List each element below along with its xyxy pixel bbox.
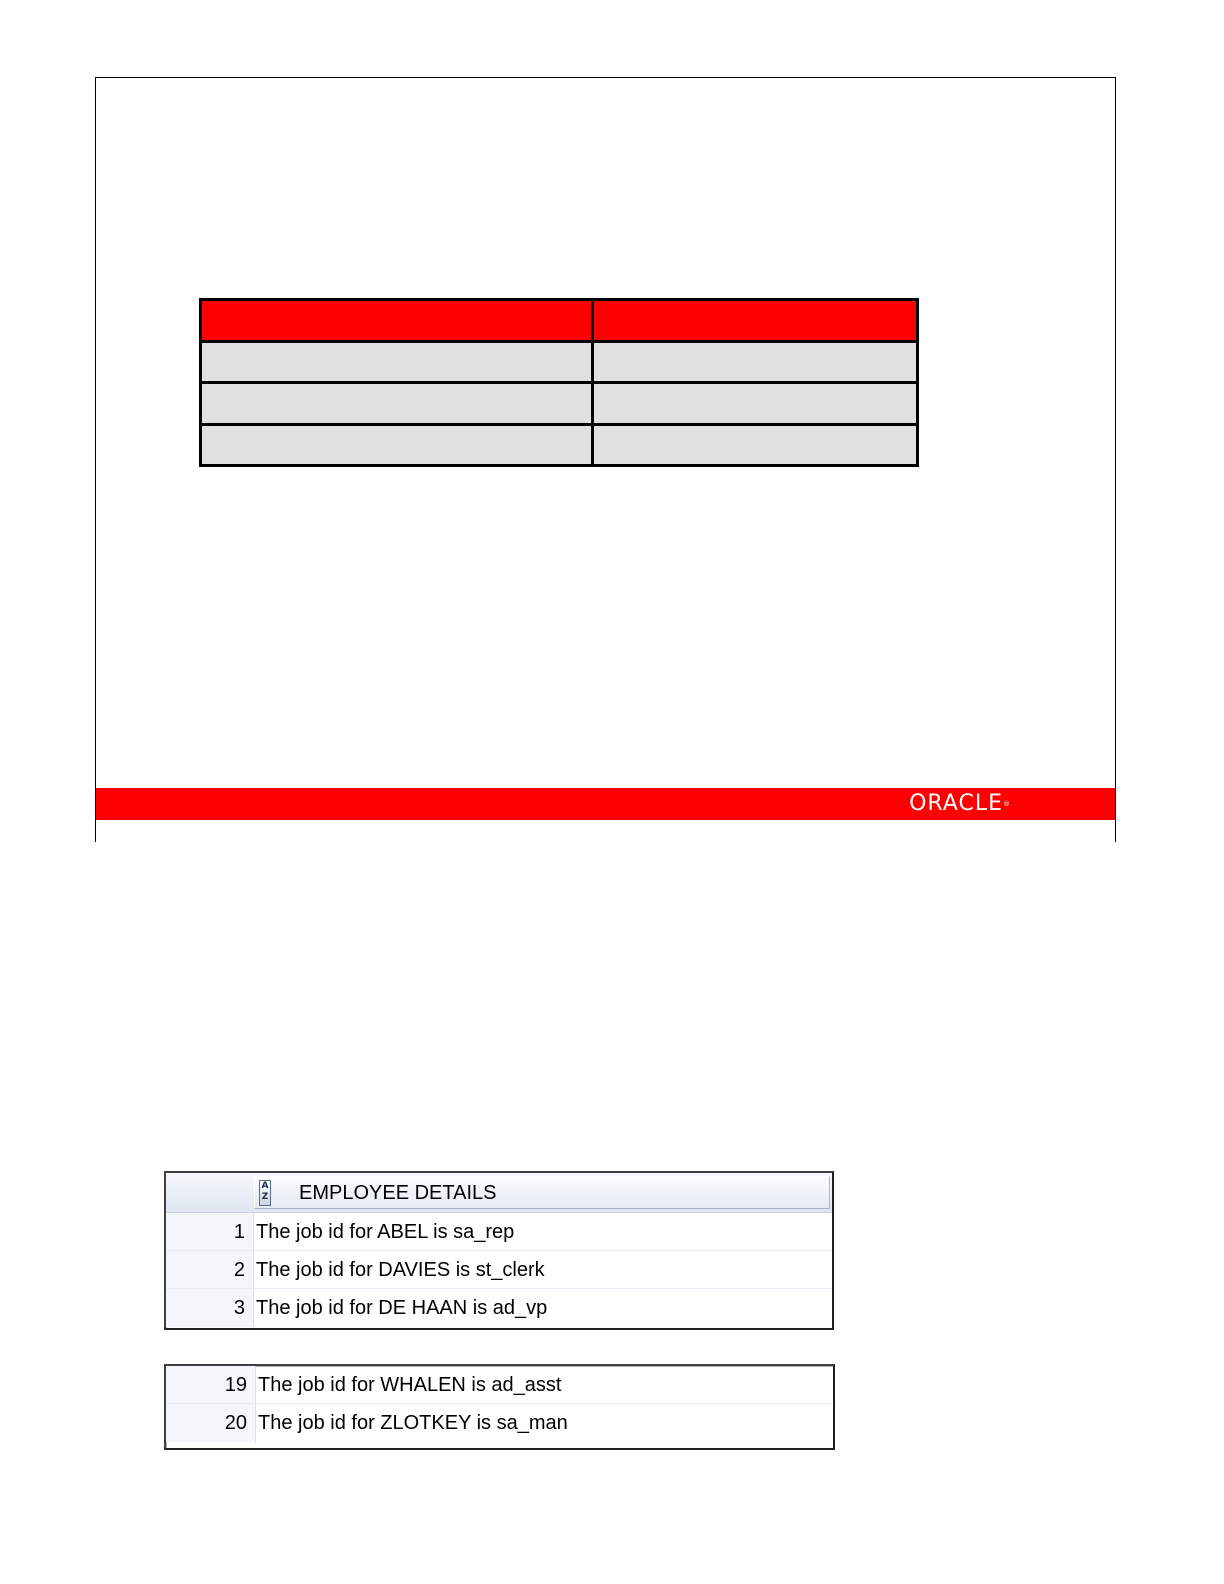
table-row[interactable]	[166, 1289, 832, 1327]
slide-table-row	[201, 424, 918, 466]
row-number: 3	[166, 1289, 254, 1327]
sort-letter-z: Z	[261, 1191, 269, 1202]
employee-details-cell[interactable]: The job id for DE HAAN is ad_vp	[256, 1297, 548, 1319]
employee-details-cell[interactable]: The job id for ABEL is sa_rep	[256, 1221, 515, 1243]
grid-header-row	[166, 1173, 832, 1213]
sort-az-icon	[259, 1180, 271, 1206]
employee-details-cell[interactable]: The job id for DAVIES is st_clerk	[256, 1259, 545, 1281]
grid-corner-cell	[166, 1173, 254, 1212]
sort-letter-a: A	[261, 1180, 269, 1191]
slide-table	[199, 298, 919, 467]
result-grid-top	[164, 1171, 834, 1330]
table-row[interactable]	[166, 1404, 833, 1442]
slide-table-row	[201, 341, 918, 383]
slide-table-cell	[593, 424, 918, 466]
row-number: 2	[166, 1251, 254, 1288]
table-row[interactable]	[166, 1366, 833, 1404]
table-row[interactable]	[166, 1213, 832, 1251]
slide-table-cell	[201, 424, 593, 466]
slide-table-cell	[593, 383, 918, 425]
slide-frame	[95, 77, 1116, 842]
employee-details-cell[interactable]: The job id for ZLOTKEY is sa_man	[258, 1412, 568, 1434]
registered-mark: ®	[1003, 800, 1010, 808]
oracle-logo	[909, 791, 1010, 817]
slide-table-header-cell	[201, 300, 593, 342]
oracle-logo-text: ORACLE	[909, 791, 1003, 816]
slide-table-row	[201, 383, 918, 425]
result-grid-bottom	[164, 1364, 835, 1450]
row-number: 20	[166, 1404, 256, 1442]
slide-table-header-row	[201, 300, 918, 342]
slide-table-cell	[201, 383, 593, 425]
column-header-employee-details[interactable]	[254, 1176, 830, 1209]
table-row[interactable]	[166, 1251, 832, 1289]
row-number: 1	[166, 1213, 254, 1250]
row-number: 19	[166, 1366, 256, 1403]
slide-table-cell	[201, 341, 593, 383]
slide-table-header-cell	[593, 300, 918, 342]
slide-table-cell	[593, 341, 918, 383]
employee-details-cell[interactable]: The job id for WHALEN is ad_asst	[258, 1374, 562, 1396]
column-header-label: EMPLOYEE DETAILS	[299, 1181, 497, 1204]
slide-footer-bar	[96, 788, 1115, 820]
